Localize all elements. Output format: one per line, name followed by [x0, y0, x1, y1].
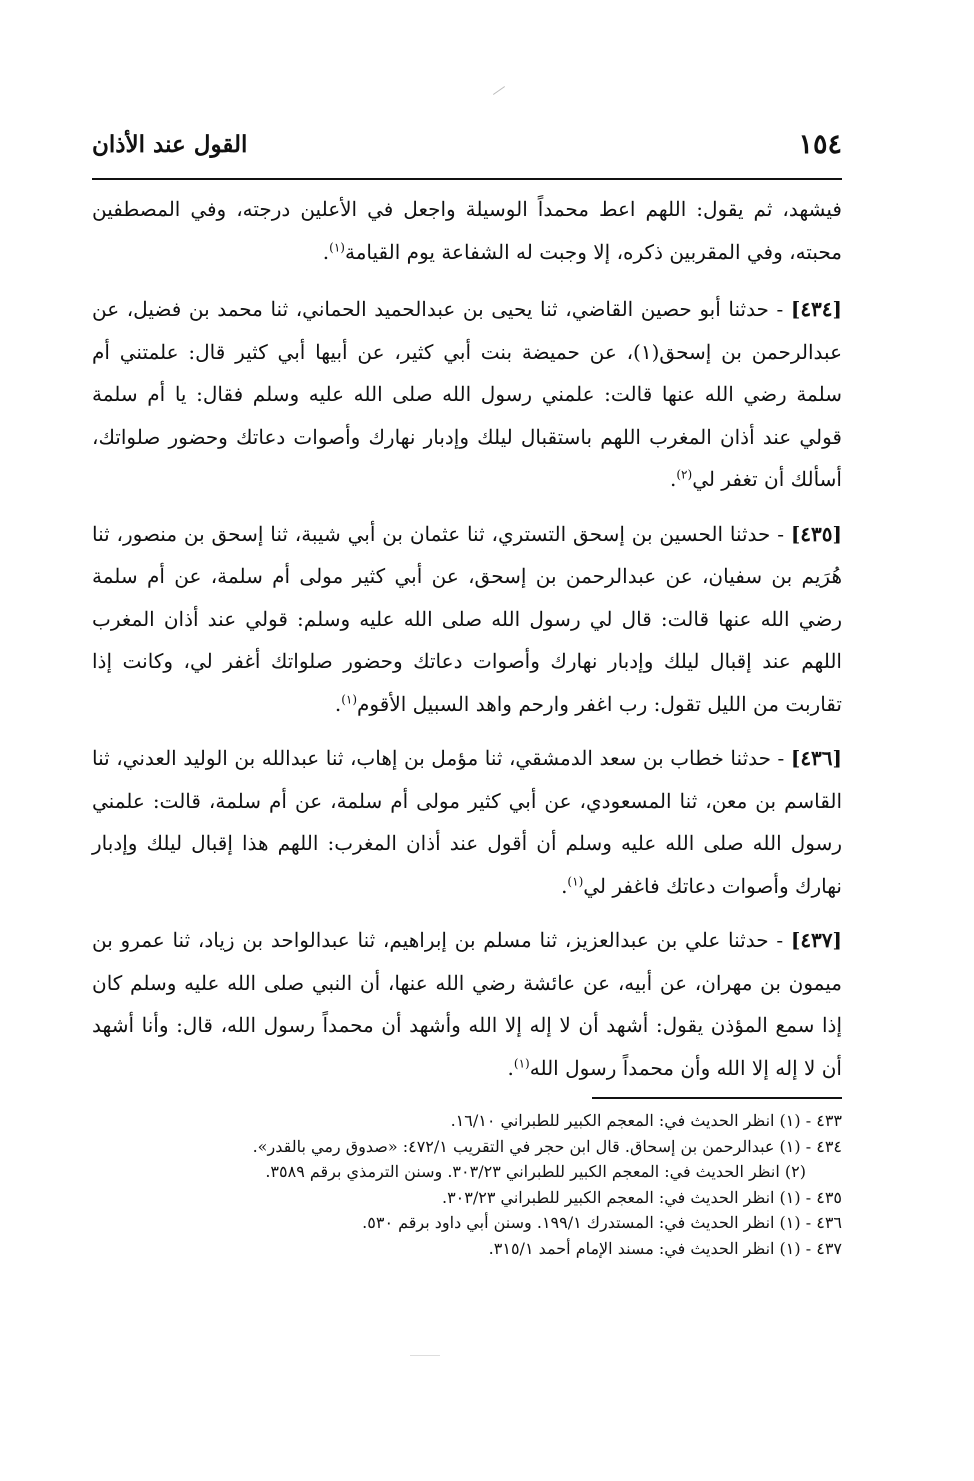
footnote: ٤٣٧ - (١) انظر الحديث في: مسند الإمام أحمد ٣١٥/١. — [488, 1238, 842, 1258]
footnotes-section — [92, 1108, 842, 1262]
paragraph-end: . — [561, 873, 568, 898]
paragraph-text: فيشهد، ثم يقول: اللهم اعط محمداً الوسيلة واجعل في الأعلين درجته، وفي المصطفين محبته، وفي المقربين ذكره، إلا وجبت له الشفاعة يوم القيامة — [92, 197, 842, 264]
footnote: ٤٣٤ - (١) عبدالرحمن بن إسحاق. قال ابن حجر في التقريب ٤٧٢/١: «صدوق رمي بالقدر». — [252, 1136, 842, 1156]
hadith-paragraph — [92, 737, 842, 907]
paragraph-text: - حدثنا علي بن عبدالعزيز، ثنا مسلم بن إبراهيم، ثنا عبدالواحد بن زياد، ثنا عمرو بن ميمون بن مهران، عن أبيه، عن عائشة رضي الله عنها، أن النبي صلى الله عليه وسلم كان إذا سمع المؤذن يقول: أشهد أن لا إله إلا الله وأشهد أن محمداً رسول الله، قال: وأنا أشهد أن لا إله إلا الله وأن محمداً رسول الله — [92, 928, 842, 1080]
hadith-paragraph — [92, 288, 842, 501]
paragraph-text: - حدثنا خطاب بن سعد الدمشقي، ثنا مؤمل بن إهاب، ثنا عبدالله بن الوليد العدني، ثنا القاسم بن معن، ثنا المسعودي، عن أبي كثير مولى أم سلمة، عن أم سلمة، قالت: علمني رسول الله صلى الله عليه وسلم أن أقول عند أذان المغرب: اللهم هذا إقبال ليلك وإدبار نهارك وأصوات دعاتك فاغفر لي — [92, 746, 842, 898]
chapter-title: القول عند الأذان — [92, 131, 248, 158]
header-divider — [92, 178, 842, 180]
footnote-ref: (١) — [341, 691, 358, 706]
paragraph-end: . — [507, 1055, 514, 1080]
footnote-ref: (١) — [567, 873, 584, 888]
paragraph-text: - حدثنا أبو حصين القاضي، ثنا يحيى بن عبدالحميد الحماني، ثنا محمد بن فضيل، عن عبدالرحمن بن إسحق(١)، عن حميضة بنت أبي كثير، عن أبيها أبي كثير قال: علمتني أم سلمة رضي الله عنها قالت: علمني رسول الله صلى الله عليه وسلم فقال: يا أم سلمة قولي عند أذان المغرب اللهم باستقبال ليلك وإدبار نهارك وأصوات دعاتك وحضور صلواتك، أسألك أن تغفر لي — [92, 297, 842, 491]
scan-speck — [410, 1355, 440, 1356]
page-number: ١٥٤ — [798, 129, 842, 160]
footnote: ٤٣٣ - (١) انظر الحديث في: المعجم الكبير للطبراني ١٦/١٠. — [450, 1111, 842, 1130]
paragraph-continuation — [92, 188, 842, 273]
hadith-number: [٤٣٥] — [790, 521, 842, 546]
running-head — [92, 128, 842, 164]
footnote-divider — [592, 1097, 842, 1099]
footnote: (٢) انظر الحديث في: المعجم الكبير للطبراني ٣٠٣/٢٣. وسنن الترمذي برقم ٣٥٨٩. — [265, 1162, 806, 1182]
hadith-paragraph — [92, 513, 842, 726]
paragraph-text: - حدثنا الحسين بن إسحق التستري، ثنا عثمان بن أبي شيبة، ثنا إسحق بن منصور، ثنا هُرَيم بن سفيان، عن عبدالرحمن بن إسحق، عن أبي كثير مولى أم سلمة، عن أم سلمة رضي الله عنها قالت: قال لي رسول الله صلى الله عليه وسلم: قولي عند أذان المغرب اللهم عند إقبال ليلك وإدبار نهارك وأصوات دعاتك وحضور صلواتك أغفر لي، وكانت إذا تقاربت من الليل تقول: رب اغفر وارحم واهد السبيل الأقوم — [92, 521, 842, 716]
footnote-ref: (١) — [513, 1055, 530, 1070]
paragraph-end: . — [334, 691, 342, 716]
hadith-paragraph — [92, 919, 842, 1089]
hadith-number: [٤٣٤] — [790, 297, 843, 321]
scan-speck — [493, 86, 505, 95]
footnote: ٤٣٦ - (١) انظر الحديث في: المستدرك ١٩٩/١. وسنن أبي داود برقم ٥٣٠. — [362, 1213, 842, 1233]
paragraph-end: . — [670, 467, 677, 491]
hadith-number: [٤٣٧] — [790, 928, 843, 952]
paragraph-end: . — [322, 239, 330, 264]
footnote: ٤٣٥ - (١) انظر الحديث في: المعجم الكبير للطبراني ٣٠٣/٢٣. — [441, 1187, 842, 1207]
footnote-ref: (١) — [329, 239, 345, 254]
main-text — [92, 188, 842, 1101]
book-page — [92, 0, 842, 1481]
hadith-number: [٤٣٦] — [790, 746, 843, 770]
footnote-ref: (٢) — [676, 467, 693, 482]
